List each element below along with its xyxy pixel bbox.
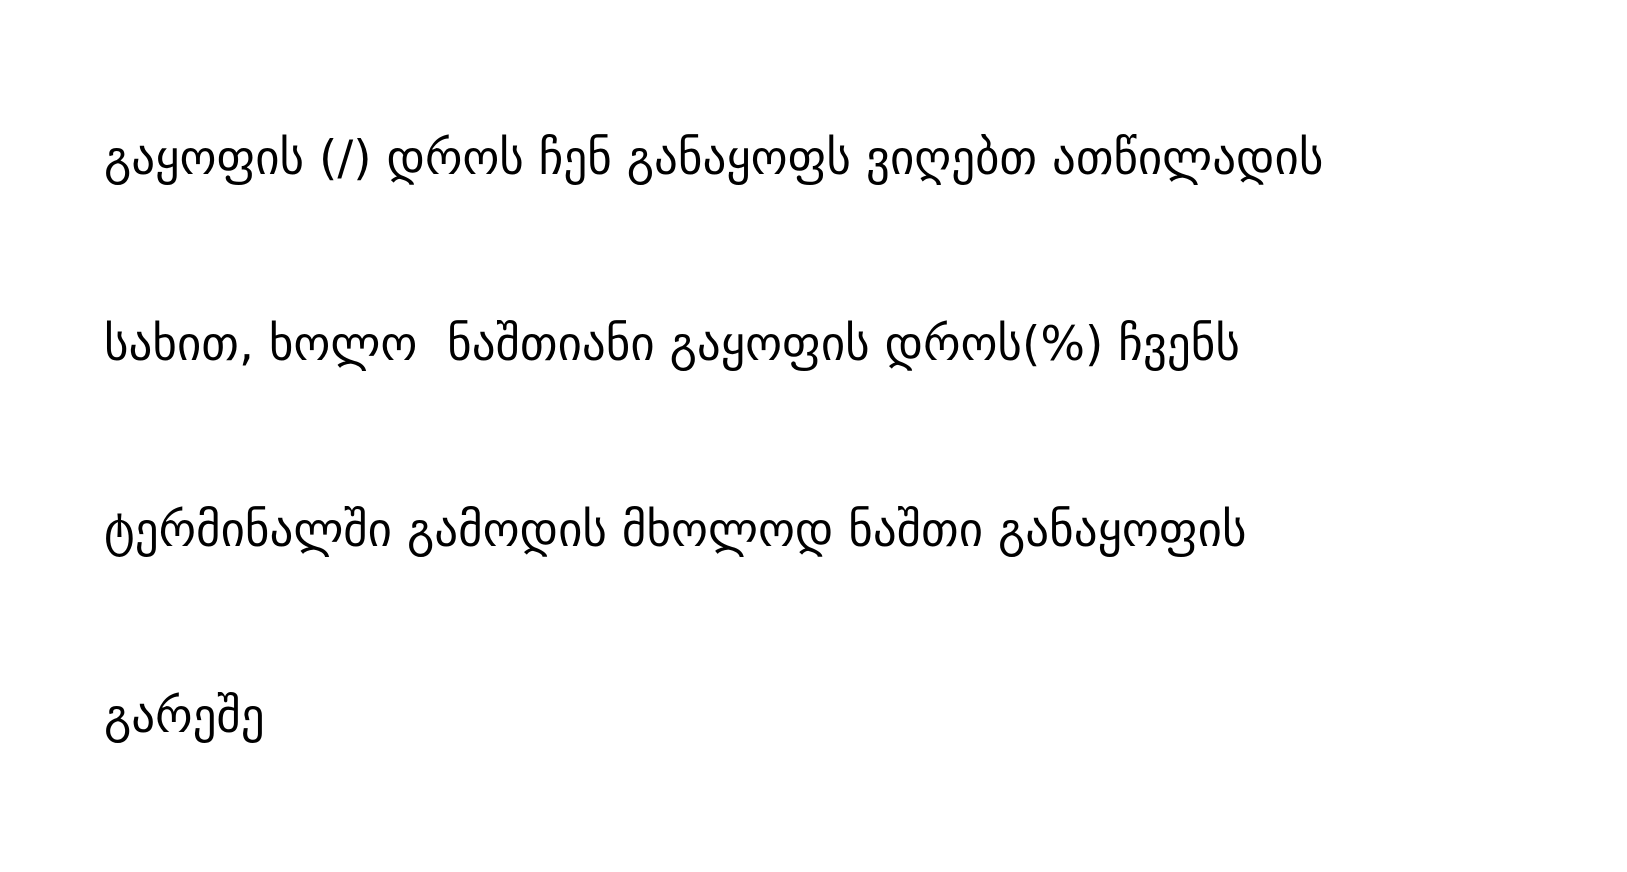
paragraph-line-2: სახით, ხოლო ნაშთიანი გაყოფის დროს(%) ჩვენს — [104, 317, 1240, 372]
paragraph-line-1: გაყოფის (/) დროს ჩენ განაყოფს ვიღებთ ათწილადის — [104, 131, 1324, 186]
paragraph-line-3: ტერმინალში გამოდის მხოლოდ ნაშთი განაყოფის — [104, 503, 1247, 558]
paragraph — [104, 4, 1604, 872]
paragraph-line-4: გარეშე — [104, 689, 265, 744]
